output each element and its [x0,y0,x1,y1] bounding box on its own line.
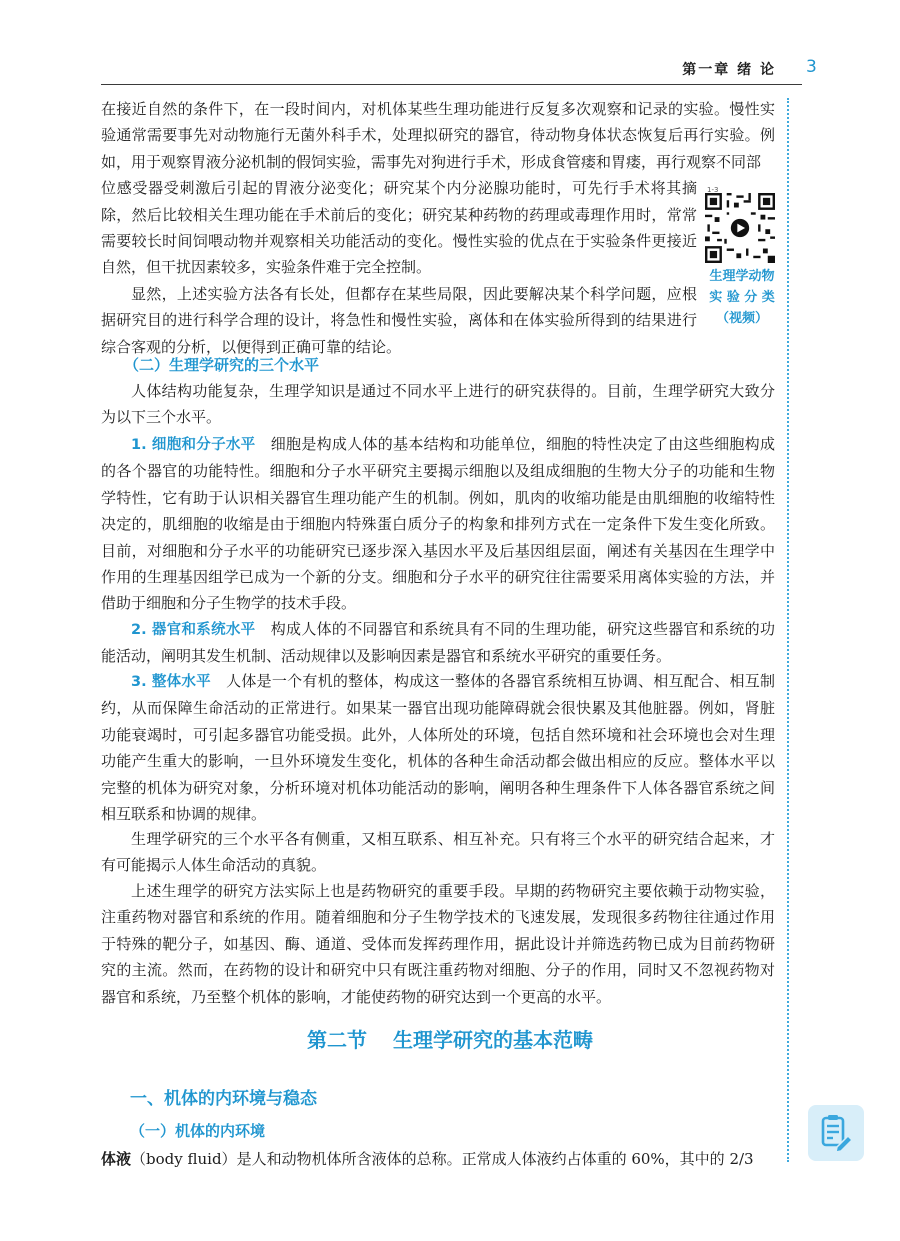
note-edit-icon [808,1105,864,1161]
level-heading-cell: 1. 细胞和分子水平 [131,437,256,453]
paragraph-text: 上述生理学的研究方法实际上也是药物研究的重要手段。早期的药物研究主要依赖于动物实验，注重药物对器官和系统的作用。随着细胞和分子生物学技术的飞速发展，发现很多药物往往通过作用于特殊的靶分子，如基因、酶、通道、受体而发挥药理作用，据此设计并筛选药物已成为目前药物研究的主流。然而，在药物的设计和研究中只有既注重药物对细胞、分子的作用，同时又不忽视药物对器官和系统，乃至整个机体的影响，才能使药物的研究达到一个更高的水平。 [101,882,775,1006]
paragraph-conclusion: 显然，上述实验方法各有长处，但都存在某些局限，因此要解决某个科学问题，应根据研究目的进行科学合理的设计，将急性和慢性实验，离体和在体实验所得到的结果进行综合客观的分析，以便得到正确可靠的结论。 [101,284,697,356]
paragraph-text: 生理学研究的三个水平各有侧重，又相互联系、相互补充。只有将三个水平的研究结合起来，才有可能揭示人体生命活动的真貌。 [101,830,775,875]
paragraph-body-fluid [101,1146,775,1172]
caption-line: 实 验 分 类 [709,290,775,305]
paragraph-chronic-experiment [101,96,775,360]
paragraph-text: 细胞是构成人体的基本结构和功能单位，细胞的特性决定了由这些细胞构成的各个器官的功能特性。细胞和分子水平研究主要揭示细胞以及组成细胞的生物大分子的功能和生物学特性，它有助于认识相关器官生理功能产生的机制。例如，肌肉的收缩功能是由肌细胞的收缩特性决定的，肌细胞的收缩是由于细胞内特殊蛋白质分子的构象和排列方式在一定条件下发生变化所致。目前，对细胞和分子水平的功能研究已逐步深入基因水平及后基因组层面，阐述有关基因在生理学中作用的生理基因组学已成为一个新的分支。细胞和分子水平的研究往往需要采用离体实验的方法，并借助于细胞和分子生物学的技术手段。 [101,435,775,613]
subheading-three-levels: （二）生理学研究的三个水平 [124,356,320,374]
level-heading-organ: 2. 器官和系统水平 [131,622,256,638]
paragraph-organ-level [101,616,775,670]
paragraph-cell-level [101,431,775,617]
paragraph-text: 是人和动物机体所含液体的总称。正常成人体液约占体重的 60%，其中的 2/3 [236,1150,754,1168]
paragraph-text: 人体结构功能复杂，生理学知识是通过不同水平上进行的研究获得的。目前，生理学研究大致分为以下三个水平。 [101,382,775,427]
paragraph-text: 人体是一个有机的整体，构成这一整体的各器官系统相互协调、相互配合、相互制约，从而保障生命活动的正常进行。如果某一器官出现功能障碍就会很快累及其他脏器。例如，肾脏功能衰竭时，可引起多器官功能受损。此外，人体所处的环境，包括自然环境和社会环境也会对生理功能产生重大的影响，一旦外环境发生变化，机体的各种生命活动都会做出相应的反应。整体水平以完整的机体为研究对象，分析环境对机体功能活动的影响，阐明各种生理条件下人体各器官系统之间相互联系和协调的规律。 [101,672,775,824]
term-body-fluid-en: （body fluid） [131,1150,237,1168]
heading-internal-environment: 一、机体的内环境与稳态 [130,1089,317,1109]
paragraph-levels-intro [101,378,775,431]
paragraph-text: 构成人体的不同器官和系统具有不同的生理功能，研究这些器官和系统的功能活动，阐明其发生机制、活动规律以及影响因素是器官和系统水平研究的重要任务。 [101,620,775,666]
section-title [0,1024,900,1053]
heading-internal-environment-sub: （一）机体的内环境 [130,1122,266,1140]
caption-line: 生理学动物 [709,269,775,284]
header-rule [101,84,802,85]
section-number: 第二节 [307,1028,367,1052]
term-body-fluid: 体液 [101,1150,132,1168]
paragraph-drug-research [101,878,775,1010]
paragraph-levels-summary [101,826,775,879]
margin-dotted-rule [787,98,789,1162]
qr-tag: 1-3 [707,186,719,194]
paragraph-text: 位感受器受刺激后引起的胃液分泌变化；研究某个内分泌腺功能时，可先行手术将其摘除，然后比较相关生理功能在手术前后的变化；研究某种药物的药理或毒理作用时，常常需要较长时间饲喂动物并观察相关功能活动的变化。慢性实验的优点在于实验条件更接近自然，但干扰因素较多，实验条件难于完全控制。 [101,179,697,277]
note-button[interactable] [808,1105,864,1161]
chapter-title: 第一章 绪 论 [682,62,776,78]
qr-code-video[interactable] [705,193,775,263]
paragraph-whole-level [101,668,775,827]
level-heading-whole: 3. 整体水平 [131,674,211,690]
section-name: 生理学研究的基本范畴 [393,1028,593,1052]
video-caption[interactable] [700,266,784,329]
page-number: 3 [806,57,817,77]
caption-line: （视频） [715,311,768,326]
paragraph-text: 在接近自然的条件下，在一段时间内，对机体某些生理功能进行反复多次观察和记录的实验。慢性实验通常需要事先对动物施行无菌外科手术，处理拟研究的器官，待动物身体状态恢复后再行实验。例如，用于观察胃液分泌机制的假饲实验，需事先对狗进行手术，形成食管瘘和胃瘘，再行观察不同部 [101,100,775,171]
